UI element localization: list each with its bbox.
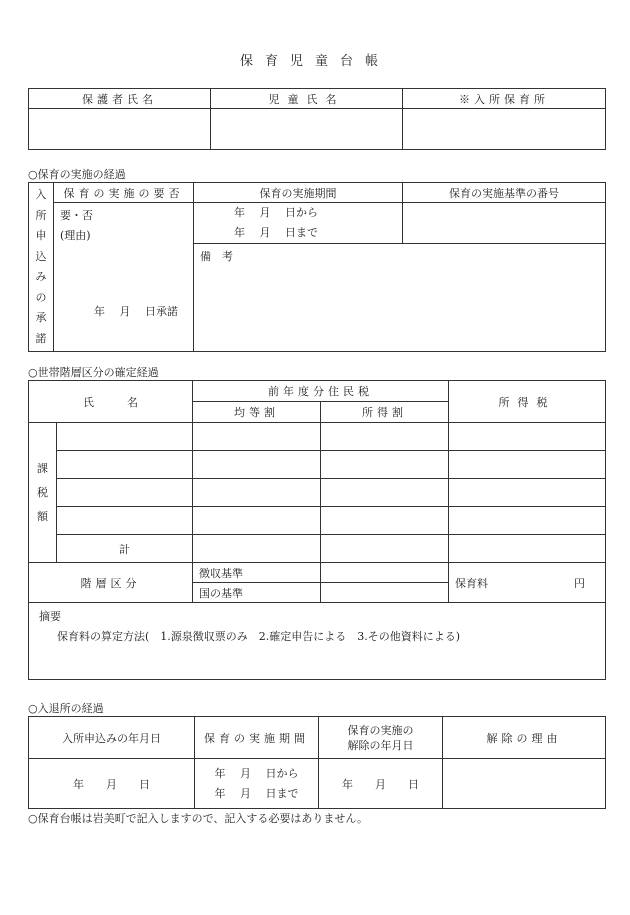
total-label: 計	[57, 535, 193, 563]
guardian-name-header: 保護者氏名	[29, 89, 211, 109]
side-label-application: 入 所 申 込 み の 承 諾	[29, 183, 54, 352]
footer-note: ○保育台帳は岩美町で記入しますので、記入する必要はありません。	[28, 812, 369, 825]
cancellation-date-header: 保育の実施の 解除の年月日	[319, 717, 443, 759]
yen-label: 円	[574, 576, 585, 590]
tax-cell[interactable]	[193, 451, 321, 479]
nursery-header: ※入所保育所	[403, 89, 606, 109]
period-to: 年 月 日まで	[234, 226, 318, 239]
section-heading-household: ○世帯階層区分の確定経過	[28, 366, 159, 379]
application-date-field[interactable]: 年 月 日	[29, 759, 195, 809]
summary-cell[interactable]	[29, 603, 606, 680]
remarks-label: 備 考	[200, 250, 233, 263]
admission-from: 年 月 日から	[214, 766, 299, 780]
section-heading-implementation: ○保育の実施の経過	[28, 168, 126, 181]
guardian-table	[28, 88, 606, 150]
tax-cell[interactable]	[321, 451, 449, 479]
admission-period-field[interactable]	[195, 759, 319, 809]
reason-label: (理由)	[60, 229, 91, 242]
tax-cell[interactable]	[193, 479, 321, 507]
bracket-label: 階層区分	[29, 563, 193, 603]
section-heading-admission: ○入退所の経過	[28, 702, 104, 715]
tax-total-cell[interactable]	[193, 535, 321, 563]
tax-name-field[interactable]	[57, 423, 193, 451]
fee-label: 保育料	[455, 576, 488, 590]
name-header: 氏 名	[29, 381, 193, 423]
income-levy-header: 所得割	[321, 402, 449, 423]
admission-table	[28, 716, 606, 809]
page-title: 保育児童台帳	[239, 54, 390, 69]
tax-cell[interactable]	[449, 507, 606, 535]
cancellation-date-field[interactable]: 年 月 日	[319, 759, 443, 809]
period-header: 保育の実施期間	[194, 183, 403, 203]
cancellation-reason-field[interactable]	[443, 759, 606, 809]
tax-total-cell[interactable]	[449, 535, 606, 563]
household-table	[28, 380, 606, 680]
income-tax-header: 所得税	[449, 381, 606, 423]
national-standard-field[interactable]	[321, 583, 449, 603]
taxable-amount-label: 課 税 額	[29, 423, 57, 563]
national-standard-label: 国の基準	[193, 583, 321, 603]
resident-tax-header: 前年度分住民税	[193, 381, 449, 402]
calculation-method: 保育料の算定方法( 1.源泉徴収票のみ 2.確定申告による 3.その他資料による)	[57, 630, 461, 643]
tax-cell[interactable]	[321, 479, 449, 507]
criteria-number-field[interactable]	[403, 203, 606, 244]
collection-standard-label: 徴収基準	[193, 563, 321, 583]
fee-cell[interactable]	[449, 563, 606, 603]
remarks-cell[interactable]	[194, 244, 606, 352]
summary-label: 摘要	[39, 610, 61, 623]
period-from: 年 月 日から	[234, 206, 318, 219]
tax-cell[interactable]	[321, 507, 449, 535]
necessity-value: 要・否	[60, 209, 93, 222]
tax-total-cell[interactable]	[321, 535, 449, 563]
child-name-field[interactable]	[211, 109, 403, 150]
necessity-header: 保育の実施の要否	[54, 183, 194, 203]
tax-cell[interactable]	[193, 423, 321, 451]
admission-period-header: 保育の実施期間	[195, 717, 319, 759]
tax-cell[interactable]	[449, 423, 606, 451]
admission-to: 年 月 日まで	[214, 786, 299, 800]
period-cell[interactable]	[194, 203, 403, 244]
tax-cell[interactable]	[321, 423, 449, 451]
child-name-header: 児童氏名	[211, 89, 403, 109]
criteria-number-header: 保育の実施基準の番号	[403, 183, 606, 203]
per-capita-header: 均等割	[193, 402, 321, 423]
necessity-cell[interactable]	[54, 203, 194, 352]
application-date-header: 入所申込みの年月日	[29, 717, 195, 759]
implementation-table	[28, 182, 606, 352]
tax-name-field[interactable]	[57, 479, 193, 507]
nursery-field[interactable]	[403, 109, 606, 150]
tax-cell[interactable]	[449, 479, 606, 507]
cancellation-reason-header: 解除の理由	[443, 717, 606, 759]
tax-name-field[interactable]	[57, 451, 193, 479]
approval-date: 年 月 日承諾	[94, 305, 178, 318]
guardian-name-field[interactable]	[29, 109, 211, 150]
tax-name-field[interactable]	[57, 507, 193, 535]
collection-standard-field[interactable]	[321, 563, 449, 583]
tax-cell[interactable]	[449, 451, 606, 479]
tax-cell[interactable]	[193, 507, 321, 535]
